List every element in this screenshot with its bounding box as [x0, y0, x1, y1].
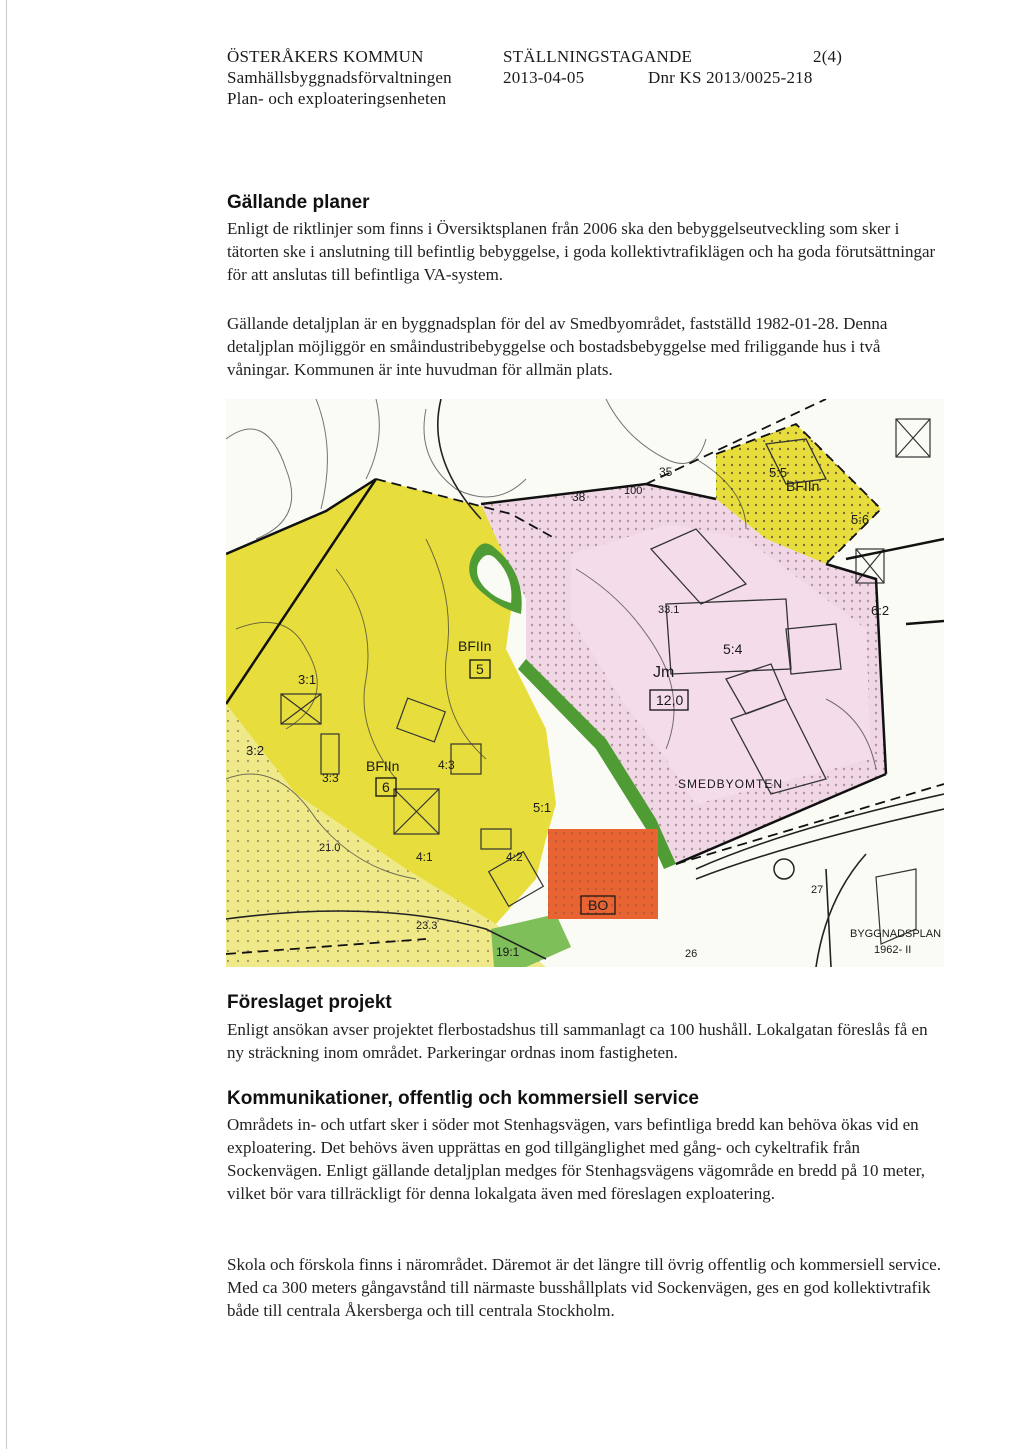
- map-label-jm-num: 12,0: [656, 692, 684, 708]
- heading-foreslaget-projekt: Föreslaget projekt: [227, 992, 392, 1013]
- header-dnr: Dnr KS 2013/0025-218: [648, 68, 813, 87]
- map-label-38: 38: [572, 490, 586, 504]
- header-dept: Samhällsbyggnadsförvaltningen: [227, 68, 452, 87]
- para-gallande-1: Enligt de riktlinjer som finns i Översiktsplanen från 2006 ska den bebyggelseutveckling som sker i tätorten ske i anslutning till befintlig bebyggelse, i goda kollektivtrafiklägen och ha goda förutsättningar för att anslutas till befintliga VA-system.: [227, 219, 936, 284]
- map-label-bfiin-mid-num: 5: [476, 661, 484, 677]
- heading-gallande-planer: Gällande planer: [227, 192, 370, 213]
- para-kommunikation-1: Områdets in- och utfart sker i söder mot Stenhagsvägen, vars befintliga bredd kan behöva ökas vid en exploatering. Det behövs även upprättas en god tillgänglighet med gång- och cykeltrafik från Sockenvägen. Enligt gällande detaljplan medges för Stenhagsvägens vägområde en bredd på 10 meter, vilket bör vara tillräckligt för denna lokalgata även med föreslagen exploatering.: [227, 1115, 925, 1203]
- map-label-331: 33.1: [658, 604, 680, 616]
- map-label-bfiin-mid: BFIIn: [458, 638, 492, 654]
- para-gallande-2: Gällande detaljplan är en byggnadsplan för del av Smedbyområdet, fastställd 1982-01-28. Denna detaljplan möjliggör en småindustribebyggelse och bostadsbebyggelse med friliggande hus i två våningar. Kommunen är inte huvudman för allmän plats.: [227, 314, 888, 379]
- map-label-plan-year: 1962- II: [874, 944, 912, 956]
- map-label-62: 6:2: [871, 603, 890, 618]
- map-label-bo: BO: [588, 897, 609, 913]
- detail-plan-map: [226, 399, 944, 967]
- map-label-43: 4:3: [438, 758, 455, 772]
- map-label-210: 21.0: [319, 842, 341, 854]
- map-label-54: 5:4: [723, 641, 743, 657]
- header-doctype: STÄLLNINGSTAGANDE: [503, 47, 693, 66]
- map-label-bfiin-low-num: 6: [382, 779, 390, 795]
- header-page: 2(4): [813, 47, 843, 66]
- map-label-27: 27: [811, 884, 824, 896]
- heading-kommunikationer: Kommunikationer, offentlig och kommersiell service: [227, 1088, 699, 1109]
- map-label-51: 5:1: [533, 800, 552, 815]
- header-unit: Plan- och exploateringsenheten: [227, 89, 447, 108]
- map-label-191: 19:1: [496, 945, 520, 959]
- para-foreslaget-1: Enligt ansökan avser projektet flerbostadshus till sammanlagt ca 100 hushåll. Lokalgatan föreslås få en ny sträckning inom området. Parkeringar ordnas inom fastigheten.: [227, 1020, 928, 1062]
- map-label-55: 5:5: [769, 465, 788, 480]
- header-org: ÖSTERÅKERS KOMMUN: [227, 47, 424, 66]
- map-label-bfiin-top: BFIIn: [786, 478, 820, 494]
- map-label-41: 4:1: [416, 850, 433, 864]
- para-kommunikation-2: Skola och förskola finns i närområdet. Däremot är det längre till övrig offentlig och kommersiell service. Med ca 300 meters gångavstånd till närmaste busshållplats vid Sockenvägen, ges en god kollektivtrafik både till centrala Åkersberga och till centrala Stockholm.: [227, 1255, 941, 1320]
- map-label-42: 4:2: [506, 850, 523, 864]
- header-org-block: [227, 46, 452, 109]
- map-label-32: 3:2: [246, 743, 265, 758]
- map-label-jm: Jm: [653, 664, 675, 681]
- map-label-street: SMEDBYOMTEN: [678, 777, 784, 791]
- map-label-26: 26: [685, 948, 698, 960]
- map-label-100: 100: [624, 485, 643, 497]
- map-label-56: 5:6: [851, 512, 870, 527]
- header-date: 2013-04-05: [503, 68, 585, 87]
- map-label-33: 3:3: [322, 771, 339, 785]
- map-label-bfiin-low: BFIIn: [366, 758, 400, 774]
- map-label-plan-title: BYGGNADSPLAN: [850, 928, 942, 940]
- map-label-233: 23.3: [416, 920, 438, 932]
- map-label-31: 3:1: [298, 672, 317, 687]
- scan-edge-line: [6, 0, 7, 1449]
- map-label-35: 35: [659, 465, 673, 479]
